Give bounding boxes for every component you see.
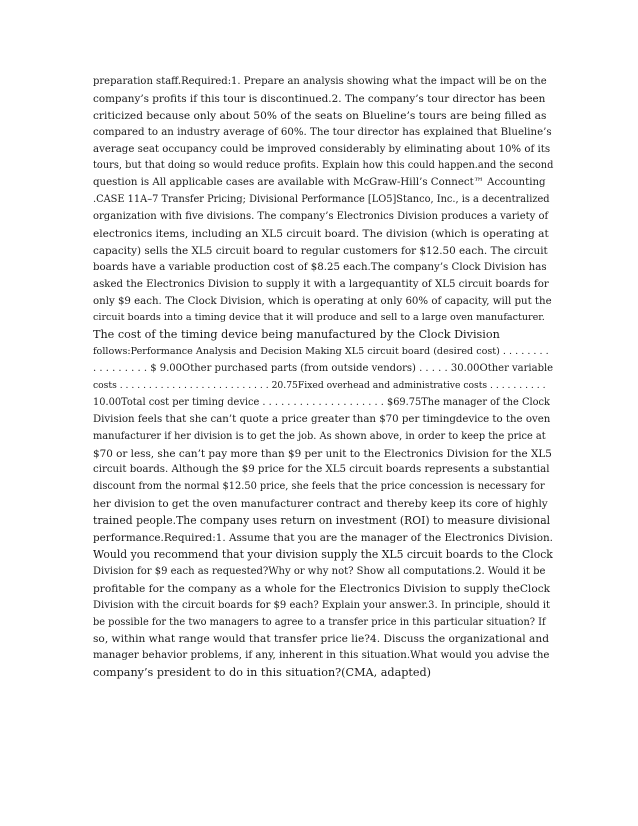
text-line: discount from the normal $12.50 price, she feels that the price concession is necessary for [93,481,545,493]
text-line: so, within what range would that transfer price lie?4. Discuss the organizational and [93,633,549,646]
text-line: profitable for the company as a whole for the Electronics Division to supply theClock [93,582,551,595]
text-line: $70 or less, she can’t pay more than $9 per unit to the Electronics Division for the XL5 [93,447,552,460]
text-line: performance.Required:1. Assume that you are the manager of the Electronics Division. [93,532,553,545]
text-line: manufacturer if her division is to get the job. As shown above, in order to keep the price at [93,430,546,442]
text-line: 10.00Total cost per timing device . . . . . . . . . . . . . . . . . . . . $69.75The manager of the Clock [93,396,550,408]
text-line: costs . . . . . . . . . . . . . . . . . . . . . . . . . . 20.75Fixed overhead and administrative costs . . . . . . . . . . [93,380,546,392]
text-line: . . . . . . . . . $ 9.00Other purchased parts (from outside vendors) . . . . . 30.00Other variable [93,363,554,375]
text-line: boards have a variable production cost of $8.25 each.The company’s Clock Division has [93,261,547,273]
text-line: .CASE 11A–7 Transfer Pricing; Divisional Performance [LO5]Stanco, Inc., is a decentralized [93,194,550,206]
text-line: tours, but that doing so would reduce profits. Explain how this could happen.and the second [93,160,554,172]
text-line: The cost of the timing device being manufactured by the Clock Division [93,328,500,342]
text-line: compared to an industry average of 60%. The tour director has explained that Blueline’s [93,126,552,138]
text-line: asked the Electronics Division to supply it with a largequantity of XL5 circuit boards for [93,278,549,290]
text-line: preparation staff.Required:1. Prepare an analysis showing what the impact will be on the [93,76,547,87]
text-line: electronics items, including an XL5 circuit board. The division (which is operating at [93,228,549,241]
text-line: follows:Performance Analysis and Decision Making XL5 circuit board (desired cost) . . . . . . . . [93,346,549,358]
text-line: capacity) sells the XL5 circuit board to regular customers for $12.50 each. The circuit [93,244,548,257]
text-line: company’s profits if this tour is discontinued.2. The company’s tour director has been [93,92,546,105]
text-line: be possible for the two managers to agree to a transfer price in this particular situation? If [93,616,546,628]
text-line: Division for $9 each as requested?Why or why not? Show all computations.2. Would it be [93,565,546,577]
text-line: circuit boards into a timing device that it will produce and sell to a large oven manufacturer. [93,312,545,324]
text-line: only $9 each. The Clock Division, which is operating at only 60% of capacity, will put the [93,295,552,307]
body-text [93,74,553,682]
text-line: question is All applicable cases are available with McGraw-Hill’s Connect™ Accounting [93,177,546,189]
text-line: her division to get the oven manufacturer contract and thereby keep its core of highly [93,498,548,511]
text-line: circuit boards. Although the $9 price for the XL5 circuit boards represents a substantial [93,464,550,476]
text-line: average seat occupancy could be improved considerably by eliminating about 10% of its [93,143,551,155]
text-line: criticized because only about 50% of the seats on Blueline’s tours are being filled as [93,109,547,122]
text-line: trained people.The company uses return on investment (ROI) to measure divisional [93,514,551,528]
text-line: company’s president to do in this situation?(CMA, adapted) [93,666,432,680]
text-line: Division with the circuit boards for $9 each? Explain your answer.3. In principle, should it [93,599,550,611]
text-line: Would you recommend that your division supply the XL5 circuit boards to the Clock [93,547,553,561]
text-line: Division feels that she can’t quote a price greater than $70 per timingdevice to the oven [93,413,551,425]
text-line: manager behavior problems, if any, inherent in this situation.What would you advise the [93,650,550,662]
text-line: organization with five divisions. The company’s Electronics Division produces a variety of [93,211,549,223]
